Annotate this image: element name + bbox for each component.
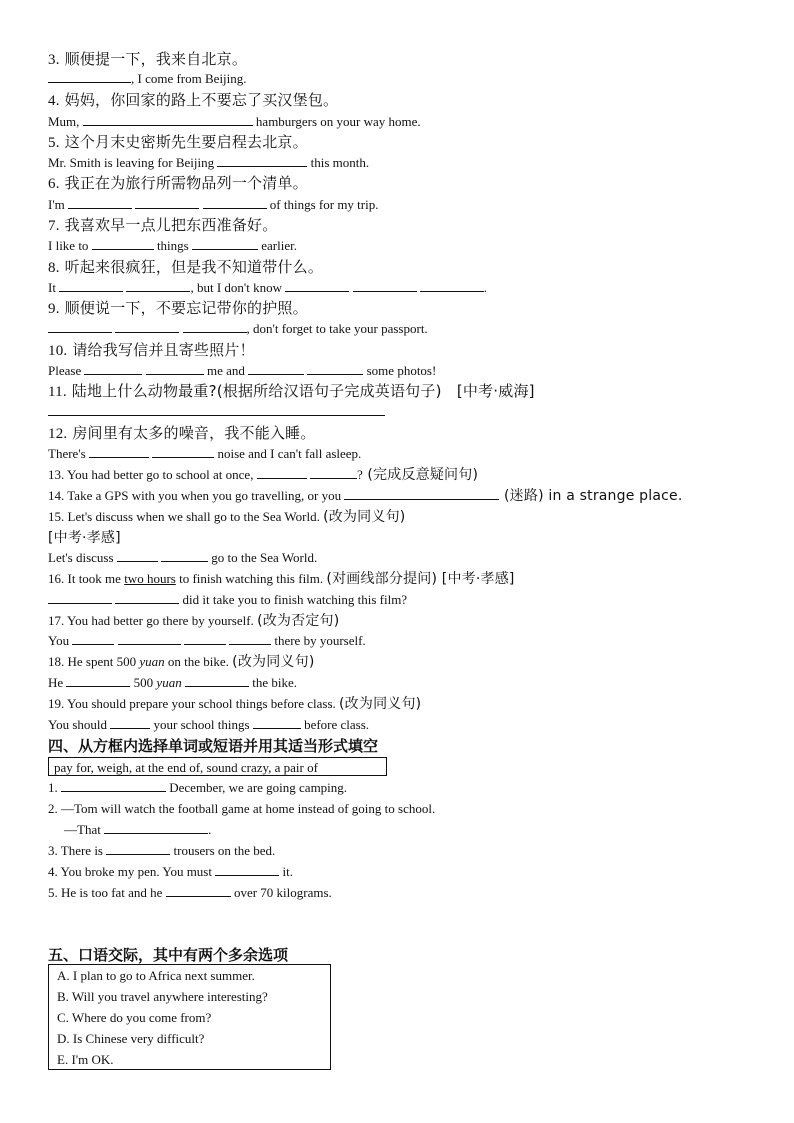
s4-q5: 5. He is too fat and he over 70 kilograms. (48, 885, 332, 900)
blank[interactable] (310, 466, 357, 479)
blank[interactable] (285, 279, 349, 292)
item-5-chinese: 5. 这个月末史密斯先生要启程去北京。 (48, 133, 308, 151)
item-7-chinese: 7. 我喜欢早一点儿把东西准备好。 (48, 216, 278, 234)
blank[interactable] (104, 821, 208, 834)
blank[interactable] (66, 674, 130, 687)
item-19: 19. You should prepare your school things before class. (改为同义句) (48, 696, 422, 712)
blank[interactable] (106, 842, 170, 855)
blank[interactable] (420, 279, 484, 292)
blank[interactable] (48, 403, 385, 416)
blank[interactable] (83, 113, 253, 126)
item-10-chinese: 10. 请给我写信并且寄些照片！ (48, 341, 255, 359)
blank[interactable] (84, 362, 142, 375)
item-4-chinese: 4. 妈妈，你回家的路上不要忘了买汉堡包。 (48, 91, 339, 109)
item-13: 13. You had better go to school at once, ? (完成反意疑问句) (48, 467, 479, 483)
item-11-english (48, 403, 385, 421)
item-15-source: [中考·孝感] (48, 530, 121, 546)
item-4-english: Mum, hamburgers on your way home. (48, 114, 421, 129)
item-9-chinese: 9. 顺便说一下，不要忘记带你的护照。 (48, 299, 308, 317)
blank[interactable] (344, 487, 499, 500)
blank[interactable] (152, 445, 214, 458)
item-18-answer: He 500 yuan the bike. (48, 675, 297, 690)
blank[interactable] (203, 196, 267, 209)
blank[interactable] (215, 863, 279, 876)
s4-q2-reply: —That . (64, 822, 212, 837)
blank[interactable] (135, 196, 199, 209)
blank[interactable] (217, 154, 307, 167)
blank[interactable] (229, 632, 271, 645)
item-16: 16. It took me two hours to finish watching this film. (对画线部分提问) [中考·孝感] (48, 571, 515, 587)
blank[interactable] (72, 632, 114, 645)
word-box (48, 757, 387, 776)
blank[interactable] (146, 362, 204, 375)
item-15: 15. Let's discuss when we shall go to the Sea World. (改为同义句) (48, 509, 406, 525)
blank[interactable] (117, 549, 158, 562)
s4-q3: 3. There is trousers on the bed. (48, 843, 276, 858)
s4-q1: 1. December, we are going camping. (48, 780, 348, 795)
blank[interactable] (115, 591, 179, 604)
item-11-chinese: 11. 陆地上什么动物最重?(根据所给汉语句子完成英语句子) [中考·威海] (48, 382, 535, 400)
item-17-answer: You there by yourself. (48, 633, 366, 648)
item-8-chinese: 8. 听起来很疯狂，但是我不知道带什么。 (48, 258, 324, 276)
item-10-english: Please me and some photos! (48, 363, 437, 378)
item-16-answer: did it take you to finish watching this film? (48, 591, 407, 609)
section-5-title: 五、口语交际，其中有两个多余选项 (48, 946, 289, 964)
blank[interactable] (118, 632, 181, 645)
item-17: 17. You had better go there by yourself. (改为否定句) (48, 613, 340, 629)
item-12-chinese: 12. 房间里有太多的噪音，我不能入睡。 (48, 424, 316, 442)
blank[interactable] (48, 70, 131, 83)
item-9-english: , don't forget to take your passport. (48, 320, 428, 338)
blank[interactable] (92, 237, 154, 250)
word-box-text: pay for, weigh, at the end of, sound crazy, a pair of (54, 760, 318, 775)
blank[interactable] (183, 320, 247, 333)
blank[interactable] (307, 362, 363, 375)
item-12-english: There's noise and I can't fall asleep. (48, 446, 362, 461)
blank[interactable] (248, 362, 304, 375)
option-a: A. I plan to go to Africa next summer. (57, 968, 255, 983)
item-3-chinese: 3. 顺便提一下，我来自北京。 (48, 50, 248, 68)
blank[interactable] (185, 674, 249, 687)
blank[interactable] (126, 279, 190, 292)
blank[interactable] (184, 632, 226, 645)
item-14: 14. Take a GPS with you when you go travelling, or you (迷路) in a strange place. (48, 488, 683, 504)
item-3-english: , I come from Beijing. (48, 70, 247, 88)
option-c: C. Where do you come from? (57, 1010, 212, 1025)
blank[interactable] (353, 279, 417, 292)
section-4-title: 四、从方框内选择单词或短语并用其适当形式填空 (48, 737, 379, 755)
item-6-chinese: 6. 我正在为旅行所需物品列一个清单。 (48, 174, 308, 192)
blank[interactable] (89, 445, 149, 458)
item-15-answer: Let's discuss go to the Sea World. (48, 550, 318, 565)
option-e: E. I'm OK. (57, 1052, 114, 1067)
item-19-answer: You should your school things before class. (48, 717, 370, 732)
blank[interactable] (115, 320, 179, 333)
blank[interactable] (253, 716, 301, 729)
s4-q4: 4. You broke my pen. You must it. (48, 864, 293, 879)
blank[interactable] (48, 320, 112, 333)
blank[interactable] (161, 549, 208, 562)
blank[interactable] (59, 279, 123, 292)
blank[interactable] (257, 466, 307, 479)
blank[interactable] (61, 779, 166, 792)
blank[interactable] (68, 196, 132, 209)
item-7-english: I like to things earlier. (48, 238, 297, 253)
blank[interactable] (48, 591, 112, 604)
s4-q2: 2. —Tom will watch the football game at home instead of going to school. (48, 801, 436, 816)
item-6-english: I'm of things for my trip. (48, 197, 379, 212)
blank[interactable] (110, 716, 150, 729)
item-5-english: Mr. Smith is leaving for Beijing this month. (48, 155, 370, 170)
option-b: B. Will you travel anywhere interesting? (57, 989, 268, 1004)
options-box (48, 964, 331, 1070)
item-18: 18. He spent 500 yuan on the bike. (改为同义句) (48, 654, 315, 670)
option-d: D. Is Chinese very difficult? (57, 1031, 205, 1046)
blank[interactable] (166, 884, 231, 897)
item-8-english: It , but I don't know . (48, 280, 487, 295)
blank[interactable] (192, 237, 258, 250)
